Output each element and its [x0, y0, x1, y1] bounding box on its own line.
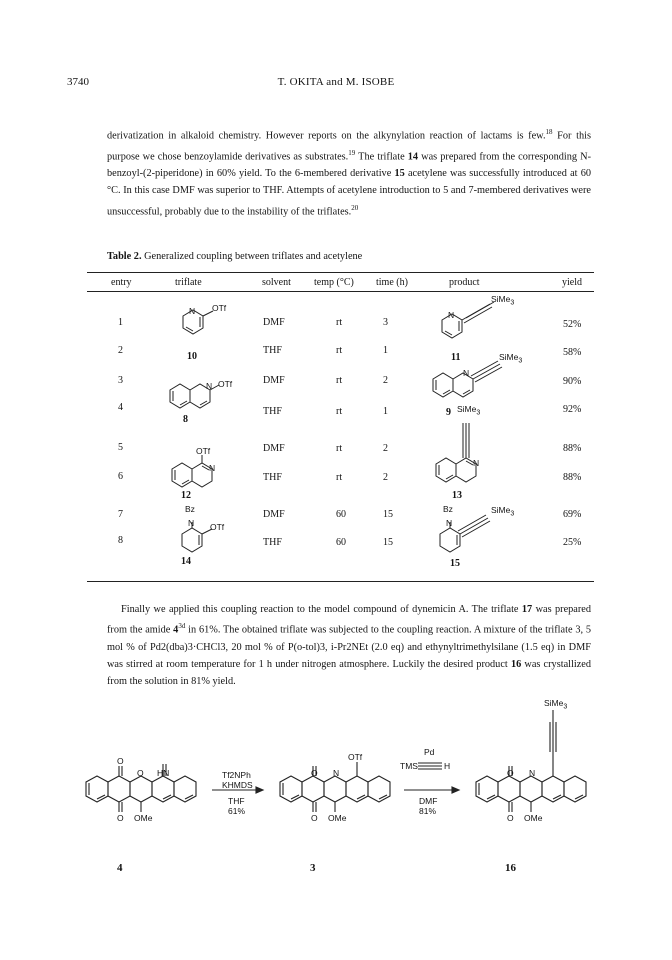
- atom-o: O: [507, 768, 514, 778]
- table-rule-top: [87, 272, 594, 273]
- structure-product-11: [442, 302, 494, 338]
- atom-sime3: SiMe$_3$: [491, 294, 515, 307]
- cell-solvent: DMF: [263, 317, 285, 328]
- text-fragment: was crystallized from the solution in 81% yield.: [107, 659, 592, 688]
- atom-o: O: [117, 756, 124, 766]
- ref-marker: 18: [545, 128, 553, 136]
- cell-yield: 25%: [563, 537, 582, 548]
- atom-n: N: [463, 368, 470, 378]
- reagent-solvent: DMF: [419, 796, 438, 806]
- cell-yield: 92%: [563, 404, 582, 415]
- structure-product-9: [433, 361, 502, 397]
- reagent-h: H: [444, 761, 451, 771]
- compound-ref: 14: [407, 151, 419, 163]
- text-line: ethynyltrimethylsilane (1.5 eq) in DMF was stirred at room temperature for 1 h under nitrogen atmosphere.: [107, 641, 592, 671]
- text-line: derivatization in alkaloid chemistry. However reports on the alkynylation reaction of lactams is few.: [107, 130, 546, 142]
- cell-solvent: DMF: [263, 509, 285, 520]
- table-header-time: time (h): [376, 277, 408, 288]
- text-fragment: For: [552, 130, 572, 142]
- text-fragment: Finally we applied this coupling reaction to the model compound of dynemicin A. The triflate: [121, 604, 522, 615]
- reagent-yield: 61%: [228, 806, 246, 816]
- text-line: this purpose we chose benzoylamide derivatives as substrates.: [107, 130, 591, 163]
- cell-solvent: THF: [263, 537, 282, 548]
- atom-n: N: [529, 768, 536, 778]
- atom-n: N: [188, 518, 195, 528]
- structure-triflate-14: [182, 522, 212, 552]
- reagent-text: Pd: [424, 747, 435, 757]
- atom-sime3: SiMe$_3$: [491, 505, 515, 518]
- text-fragment: was: [532, 604, 552, 615]
- atom-sime3: SiMe$_3$: [457, 404, 481, 417]
- text-fragment: acetylene was: [404, 168, 467, 180]
- compound-ref: 16: [510, 659, 522, 671]
- compound-ref: 15: [394, 168, 405, 180]
- cell-temp: rt: [336, 375, 343, 386]
- cell-solvent: DMF: [263, 443, 285, 454]
- cell-yield: 90%: [563, 376, 582, 387]
- compound-label: 11: [451, 352, 461, 363]
- compound-label: 8: [183, 414, 188, 425]
- atom-bz: Bz: [443, 504, 453, 514]
- page-number: 3740: [67, 76, 89, 88]
- text-line: introduction to 5 and 7-membered derivatives were unsuccessful, probably due to the instability of the: [107, 185, 591, 218]
- cell-solvent: DMF: [263, 375, 285, 386]
- cell-entry: 8: [118, 535, 123, 546]
- cell-temp: rt: [336, 472, 343, 483]
- atom-otf: OTf: [218, 379, 233, 389]
- compound-ref: 17: [521, 604, 533, 615]
- ref-marker: 3d: [178, 622, 186, 631]
- cell-time: 2: [383, 472, 388, 483]
- cell-yield: 58%: [563, 347, 582, 358]
- table-rule-mid: [87, 291, 594, 292]
- paragraph-2: [107, 601, 591, 690]
- atom-n: N: [189, 306, 196, 316]
- atom-n: N: [333, 768, 340, 778]
- reagent-tms: TMS: [400, 761, 418, 771]
- cell-temp: 60: [336, 537, 346, 548]
- cell-entry: 3: [118, 375, 123, 386]
- text-fragment: prepared from the amide: [107, 604, 592, 636]
- structure-product-13: [436, 423, 476, 482]
- atom-o: O: [507, 813, 514, 823]
- table-header-solvent: solvent: [262, 277, 291, 288]
- compound-label: 12: [181, 490, 191, 501]
- atom-ome: OMe: [524, 813, 543, 823]
- compound-label: 10: [187, 351, 197, 362]
- atom-n: N: [446, 518, 453, 528]
- cell-entry: 1: [118, 317, 123, 328]
- atom-otf: OTf: [196, 446, 211, 456]
- table-caption-label: Table 2.: [107, 251, 142, 262]
- text-fragment: in 61%. The obtained triflate was subjected to the coupling reaction. A: [185, 624, 481, 636]
- table-header-product: product: [449, 277, 480, 288]
- compound-ref: 4: [173, 624, 179, 636]
- text-fragment: Luckily the desired product: [392, 659, 511, 671]
- atom-n: N: [448, 310, 455, 320]
- atom-ome: OMe: [328, 813, 347, 823]
- cell-time: 15: [383, 509, 393, 520]
- compound-label: 15: [450, 558, 460, 569]
- atom-sime3: SiMe$_3$: [499, 352, 523, 365]
- arrowhead-2: [452, 787, 459, 793]
- table-header-temp: temp (°C): [314, 277, 354, 288]
- cell-yield: 88%: [563, 443, 582, 454]
- cell-yield: 52%: [563, 319, 582, 330]
- compound-label: 3: [310, 862, 316, 874]
- compound-label: 9: [446, 407, 451, 418]
- paragraph-1: [107, 124, 591, 220]
- compound-label: 16: [505, 862, 516, 874]
- structure-compound-16: [476, 710, 586, 812]
- reagent-text: Tf2NPh: [222, 770, 251, 780]
- table-rule-bottom: [87, 581, 594, 582]
- cell-time: 2: [383, 443, 388, 454]
- text-line: triflates.: [317, 206, 352, 218]
- cell-time: 2: [383, 375, 388, 386]
- reagent-solvent: THF: [228, 796, 245, 806]
- atom-hn: HN: [157, 768, 170, 778]
- cell-time: 3: [383, 317, 388, 328]
- arrowhead-1: [256, 787, 263, 793]
- text-line: mixture of the triflate 3, 5 mol % of Pd2(dba)3·CHCl3, 20 mol % of P(o-tol)3, i-Pr2NEt (2.0 eq) and: [107, 624, 592, 653]
- atom-o: O: [117, 813, 124, 823]
- compound-label: 14: [181, 556, 191, 567]
- cell-time: 1: [383, 406, 388, 417]
- cell-entry: 4: [118, 402, 123, 413]
- reagent-yield: 81%: [419, 806, 437, 816]
- compound-label: 4: [117, 862, 123, 874]
- cell-temp: rt: [336, 345, 343, 356]
- cell-entry: 5: [118, 442, 123, 453]
- structure-triflate-10: [183, 310, 213, 334]
- cell-solvent: THF: [263, 472, 282, 483]
- atom-otf: OTf: [212, 303, 227, 313]
- cell-temp: 60: [336, 509, 346, 520]
- table-header-yield: yield: [562, 277, 582, 288]
- structure-triflate-12: [172, 455, 212, 487]
- atom-o: O: [311, 813, 318, 823]
- cell-temp: rt: [336, 443, 343, 454]
- cell-entry: 7: [118, 509, 123, 520]
- text-fragment: was prepared from the: [418, 151, 516, 163]
- cell-entry: 6: [118, 471, 123, 482]
- atom-n: N: [209, 463, 216, 473]
- table-header-triflate: triflate: [175, 277, 202, 288]
- text-line: successfully introduced at 60 °C. In this case DMF was superior to THF. Attempts of acetylene: [107, 168, 591, 197]
- running-head: T. OKITA and M. ISOBE: [277, 76, 395, 88]
- cell-temp: rt: [336, 317, 343, 328]
- text-fragment: The triflate: [355, 151, 408, 163]
- text-line: corresponding N-benzoyl-(2-piperidone) in 60% yield. To the 6-membered derivative: [107, 151, 591, 180]
- atom-o: O: [137, 768, 144, 778]
- reagent-text: KHMDS: [222, 780, 253, 790]
- atom-otf: OTf: [210, 522, 225, 532]
- atom-n: N: [473, 458, 480, 468]
- atom-ome: OMe: [134, 813, 153, 823]
- cell-yield: 88%: [563, 472, 582, 483]
- cell-solvent: THF: [263, 406, 282, 417]
- cell-time: 1: [383, 345, 388, 356]
- atom-o: O: [311, 768, 318, 778]
- table-caption-text: Generalized coupling between triflates and acetylene: [141, 251, 363, 262]
- compound-label: 13: [452, 490, 462, 501]
- atom-otf: OTf: [348, 752, 363, 762]
- table-header-entry: entry: [111, 277, 132, 288]
- atom-bz: Bz: [185, 504, 195, 514]
- cell-time: 15: [383, 537, 393, 548]
- cell-solvent: THF: [263, 345, 282, 356]
- atom-sime3: SiMe$_3$: [544, 698, 568, 711]
- cell-temp: rt: [336, 406, 343, 417]
- ref-marker: 19: [348, 148, 356, 157]
- ref-marker: 20: [351, 203, 359, 212]
- atom-n: N: [206, 381, 213, 391]
- cell-entry: 2: [118, 345, 123, 356]
- table-caption: [107, 251, 362, 262]
- cell-yield: 69%: [563, 509, 582, 520]
